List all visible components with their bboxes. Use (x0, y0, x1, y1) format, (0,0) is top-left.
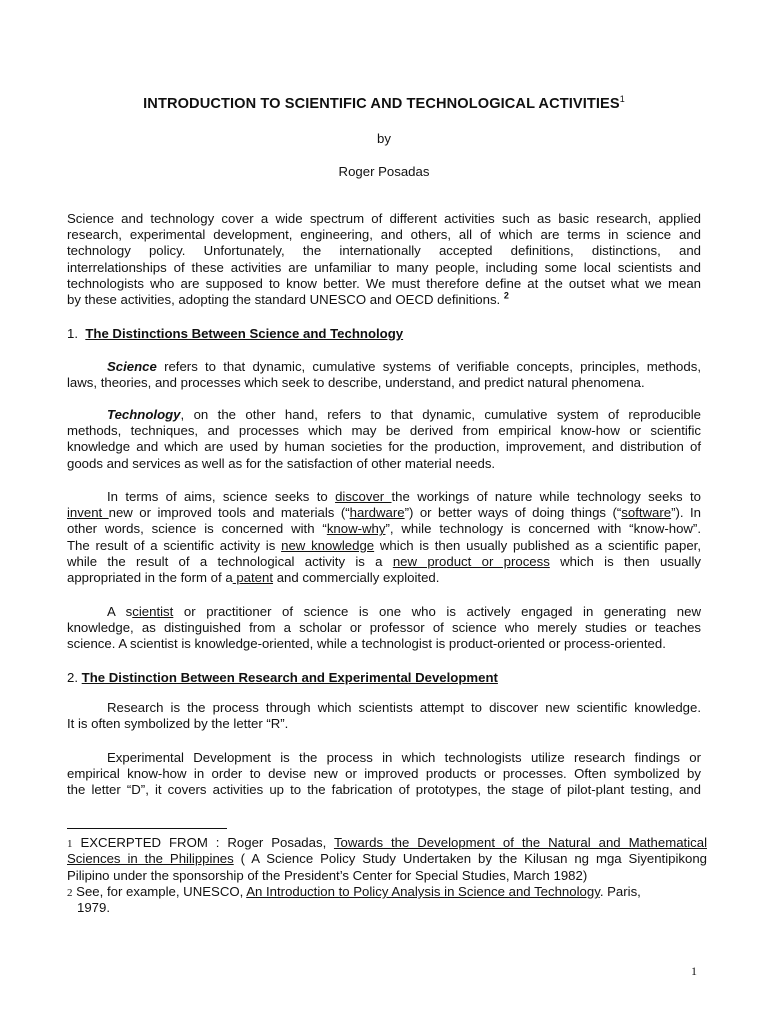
text-line: technology policy. Unfortunately, the internationally accepted definitions, distinctions, and (67, 243, 701, 259)
text-line: knowledge and which are used by human societies for the production, improvement, and distribution of (67, 439, 701, 455)
text-line (67, 292, 701, 308)
text-line: goods and services as well as for the satisfaction of other material needs. (67, 455, 496, 471)
citation-title: Towards the Development of the Natural and Mathematical (333, 835, 707, 850)
text-line: technologists who are supposed to know better. We must therefore define at the outset what we mean (67, 275, 701, 291)
citation-title: An Introduction to Policy Analysis in Science and Technology (246, 884, 600, 899)
underlined-term: know-why (326, 521, 386, 537)
underlined-term: new product or process (392, 553, 550, 569)
text-line (67, 570, 701, 586)
term-science: Science (107, 359, 157, 374)
text-span: the workings of nature while technology seeks to (391, 489, 701, 504)
technology-definition (67, 407, 701, 472)
text-line (67, 851, 707, 867)
text-line: interrelationships of these activities are unfamiliar to many people, including some local scientists and (67, 259, 701, 275)
text-line: laws, theories, and processes which seek to describe, understand, and predict natural phenomena. (67, 375, 645, 391)
text-line (67, 407, 701, 423)
text-span: ( A Science Policy Study Undertaken by the Kilusan ng mga Siyentipikong (233, 851, 707, 867)
text-span: which is then usually published as a scientific paper, (374, 537, 701, 553)
text-line (67, 505, 701, 521)
underlined-term: invent (67, 505, 109, 521)
section-title: The Distinction Between Research and Experimental Development (81, 670, 498, 685)
underlined-term: hardware (349, 505, 405, 521)
underlined-term: patent (232, 569, 274, 585)
footnote-number: 1 (67, 838, 73, 850)
author-name: Roger Posadas (338, 164, 430, 179)
text-span: See, for example, UNESCO, (72, 884, 247, 899)
section-heading-2 (67, 670, 701, 686)
text-line: the letter “D”, it covers activities up to the fabrication of prototypes, the stage of pilot-plant testing, and (67, 782, 701, 798)
text-line: Science and technology cover a wide spectrum of different activities such as basic research, applied (67, 211, 701, 226)
section-number: 2. (67, 670, 78, 685)
text-span: , on the other hand, refers to that dynamic, cumulative system of reproducible (180, 407, 701, 422)
science-definition (67, 359, 701, 391)
text-line (67, 604, 701, 620)
underlined-term: new knowledge (281, 537, 375, 553)
text-line: Experimental Development is the process in which technologists utilize research findings or (107, 750, 701, 765)
footnote-number: 2 (67, 887, 73, 899)
text-span: which is then usually (549, 553, 701, 569)
text-line: methods, techniques, and processes which may be derived from empirical know-how or scientific (67, 423, 701, 439)
footnote-1 (67, 835, 707, 884)
citation-title: Sciences in the Philippines (67, 851, 234, 867)
text-span: The result of a scientific activity is (67, 537, 282, 553)
title-text: INTRODUCTION TO SCIENTIFIC AND TECHNOLOGICAL ACTIVITIES (143, 95, 620, 112)
footnote-2 (67, 884, 707, 917)
underlined-term: cientist (132, 604, 174, 619)
text-line (67, 489, 701, 505)
text-line: Pilipino under the sponsorship of the President’s Center for Special Studies, March 1982) (67, 867, 588, 883)
text-line: empirical know-how in order to devise new or improved products or processes. Often symbolized by (67, 766, 701, 782)
title-footnote-marker: 1 (619, 94, 625, 104)
text-span: . Paris, (599, 884, 641, 899)
byline: by (377, 131, 391, 146)
footnote-marker: 2 (503, 290, 509, 301)
section-heading-1 (67, 326, 701, 342)
text-span: and commercially exploited. (273, 569, 440, 585)
text-line (67, 884, 707, 900)
text-span: In terms of aims, science seeks to (107, 489, 336, 504)
underlined-term: discover (335, 489, 392, 504)
text-line (67, 359, 701, 375)
footnote-separator (67, 828, 227, 829)
text-line: research, experimental development, engineering, and others, all of which are terms in science and (67, 227, 701, 243)
text-line: 1979. (77, 900, 111, 916)
text-line: science. A scientist is knowledge-oriented, while a technologist is product-oriented or process-oriented. (67, 636, 666, 652)
text-span: A s (107, 604, 133, 619)
development-paragraph (67, 750, 701, 799)
aims-paragraph (67, 489, 701, 586)
document-title (0, 94, 768, 112)
text-line: knowledge, as distinguished from a scholar or professor of science who merely studies or teaches (67, 620, 701, 636)
text-span: new or improved tools and materials (“ (108, 505, 350, 521)
text-span: EXCERPTED FROM : Roger Posadas, (72, 835, 334, 850)
text-span: refers to that dynamic, cumulative systems of verifiable concepts, principles, methods, (156, 359, 701, 374)
text-line (67, 835, 707, 851)
text-line (67, 521, 701, 537)
intro-paragraph (67, 211, 701, 308)
scientist-paragraph (67, 604, 701, 653)
section-title: The Distinctions Between Science and Technology (85, 326, 404, 341)
text-span: ”, while technology is concerned with “know-how”. (385, 521, 701, 537)
text-span: ”) or better ways of doing things (“ (404, 505, 622, 521)
text-span: or practitioner of science is one who is actively engaged in generating new (173, 604, 701, 619)
underlined-term: software (621, 505, 672, 521)
text-span: other words, science is concerned with “ (67, 521, 327, 537)
text-span: ”). In (671, 505, 702, 521)
text-span: while the result of a technological activity is a (67, 553, 393, 569)
text-line: It is often symbolized by the letter “R”. (67, 716, 289, 732)
page-number: 1 (691, 964, 697, 978)
text-line: Research is the process through which scientists attempt to discover new scientific knowledge. (107, 700, 701, 715)
text-line (67, 554, 701, 570)
text-line (67, 538, 701, 554)
text-span: by these activities, adopting the standard UNESCO and OECD definitions. (67, 291, 501, 307)
text-span: appropriated in the form of a (67, 569, 233, 585)
section-number: 1. (67, 326, 78, 341)
research-paragraph (67, 700, 701, 732)
term-technology: Technology (107, 407, 181, 422)
